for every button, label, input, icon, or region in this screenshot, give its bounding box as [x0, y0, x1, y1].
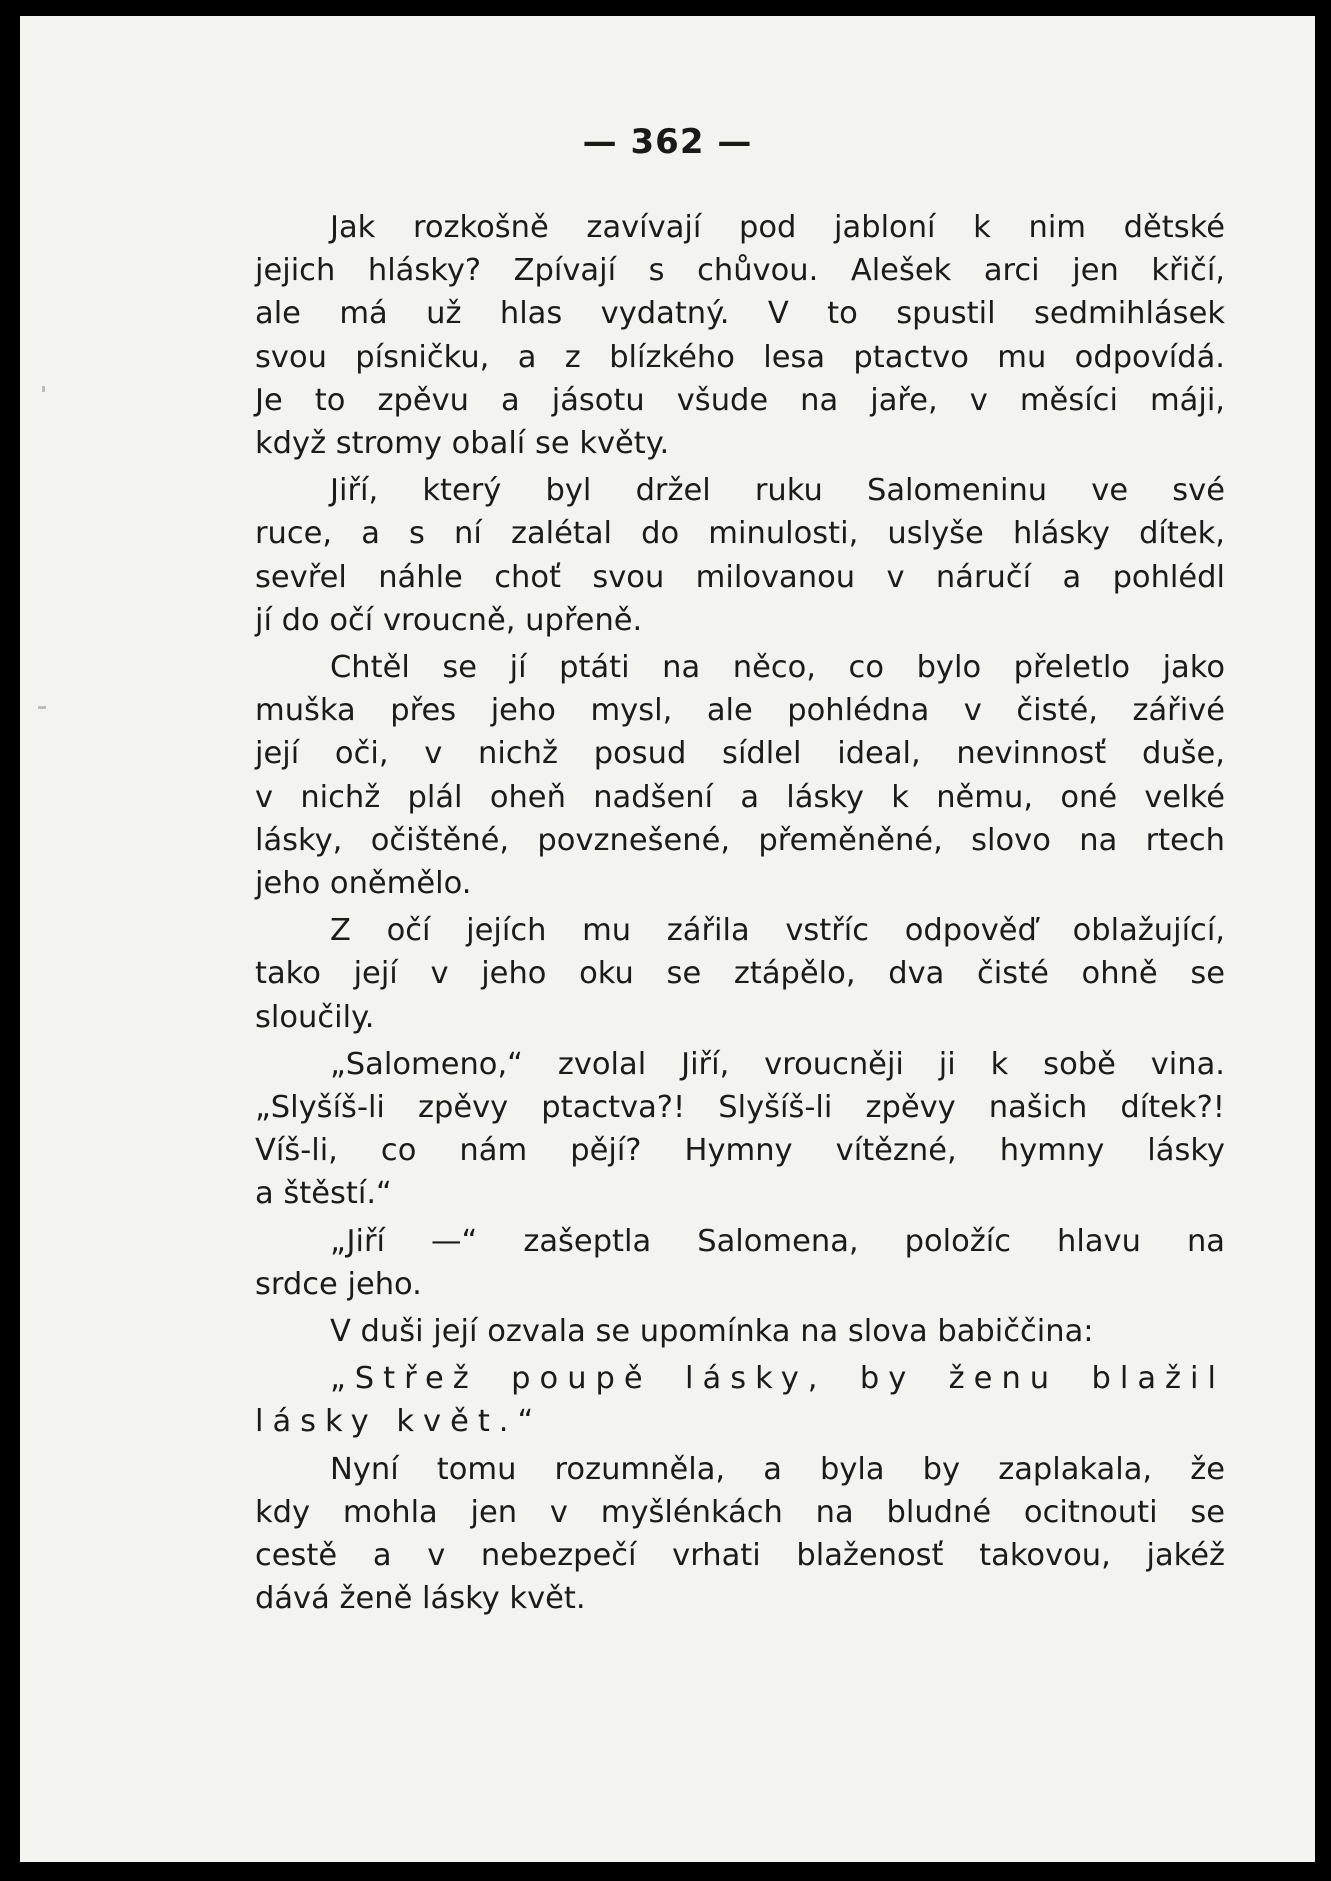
left-edge-speck	[38, 706, 46, 709]
paragraph-2	[255, 469, 1225, 642]
text-line: svou písničku, a z blízkého lesa ptactvo mu odpovídá.	[255, 339, 1225, 375]
left-edge-speck	[42, 386, 45, 392]
paragraph-5	[255, 1043, 1225, 1216]
text-line: V duši její ozvala se upomínka na slova babiččina:	[330, 1314, 1094, 1350]
text-line: tako její v jeho oku se ztápělo, dva čisté ohně se	[255, 956, 1225, 992]
text-line: Jiří, který byl držel ruku Salomeninu ve své	[330, 473, 1225, 509]
paragraph-4	[255, 909, 1225, 1039]
text-line: sevřel náhle choť svou milovanou v náručí a pohlédl	[255, 559, 1225, 595]
text-line: v nichž plál oheň nadšení a lásky k němu, oné velké	[255, 779, 1225, 815]
text-line: kdy mohla jen v myšlénkách na bludné ocitnouti se	[255, 1494, 1225, 1530]
paragraph-8-quote	[255, 1357, 1225, 1443]
text-line: Chtěl se jí ptáti na něco, co bylo přeletlo jako	[330, 650, 1225, 686]
paragraph-9	[255, 1448, 1225, 1621]
text-line: sloučily.	[255, 999, 375, 1035]
text-line: „Salomeno,“ zvolal Jiří, vroucněji ji k sobě vina.	[330, 1046, 1225, 1082]
text-line: ale má už hlas vydatný. V to spustil sedmihlásek	[255, 296, 1225, 332]
text-line: jí do očí vroucně, upřeně.	[255, 602, 643, 638]
text-line: její oči, v nichž posud sídlel ideal, nevinnosť duše,	[255, 736, 1225, 772]
paragraph-3	[255, 646, 1225, 905]
book-page	[20, 16, 1315, 1862]
paragraph-7	[255, 1310, 1225, 1353]
text-line: ruce, a s ní zalétal do minulosti, uslyše hlásky dítek,	[255, 516, 1225, 552]
text-line: Víš-li, co nám pějí? Hymny vítězné, hymny lásky	[255, 1133, 1225, 1169]
text-line: Z očí jejích mu zářila vstříc odpověď oblažující,	[330, 913, 1225, 949]
text-line: muška přes jeho mysl, ale pohlédna v čisté, zářivé	[255, 693, 1225, 729]
text-line: Nyní tomu rozumněla, a byla by zaplakala, že	[330, 1451, 1225, 1487]
text-line: lásky květ.“	[255, 1404, 543, 1440]
text-line: srdce jeho.	[255, 1266, 422, 1302]
text-line: „Jiří —“ zašeptla Salomena, položíc hlavu na	[330, 1223, 1225, 1259]
text-line: jeho oněmělo.	[255, 866, 472, 902]
paragraph-1	[255, 206, 1225, 465]
text-line: „Střež poupě lásky, by ženu blažil	[330, 1361, 1225, 1397]
text-line: když stromy obalí se květy.	[255, 426, 670, 462]
body-text	[255, 206, 1225, 1625]
text-line: Je to zpěvu a jásotu všude na jaře, v měsíci máji,	[255, 382, 1225, 418]
text-line: dává ženě lásky květ.	[255, 1581, 586, 1617]
text-line: jejich hlásky? Zpívají s chůvou. Alešek arci jen křičí,	[255, 253, 1225, 289]
page-number: — 362 —	[582, 122, 753, 162]
text-line: Jak rozkošně zavívají pod jabloní k nim dětské	[330, 210, 1225, 245]
text-line: „Slyšíš-li zpěvy ptactva?! Slyšíš-li zpěvy našich dítek?!	[255, 1090, 1225, 1126]
text-line: a štěstí.“	[255, 1176, 392, 1212]
text-line: lásky, očištěné, povznešené, přeměněné, slovo na rtech	[255, 822, 1225, 858]
paragraph-6	[255, 1220, 1225, 1306]
text-line: cestě a v nebezpečí vrhati blaženosť takovou, jakéž	[255, 1538, 1225, 1574]
